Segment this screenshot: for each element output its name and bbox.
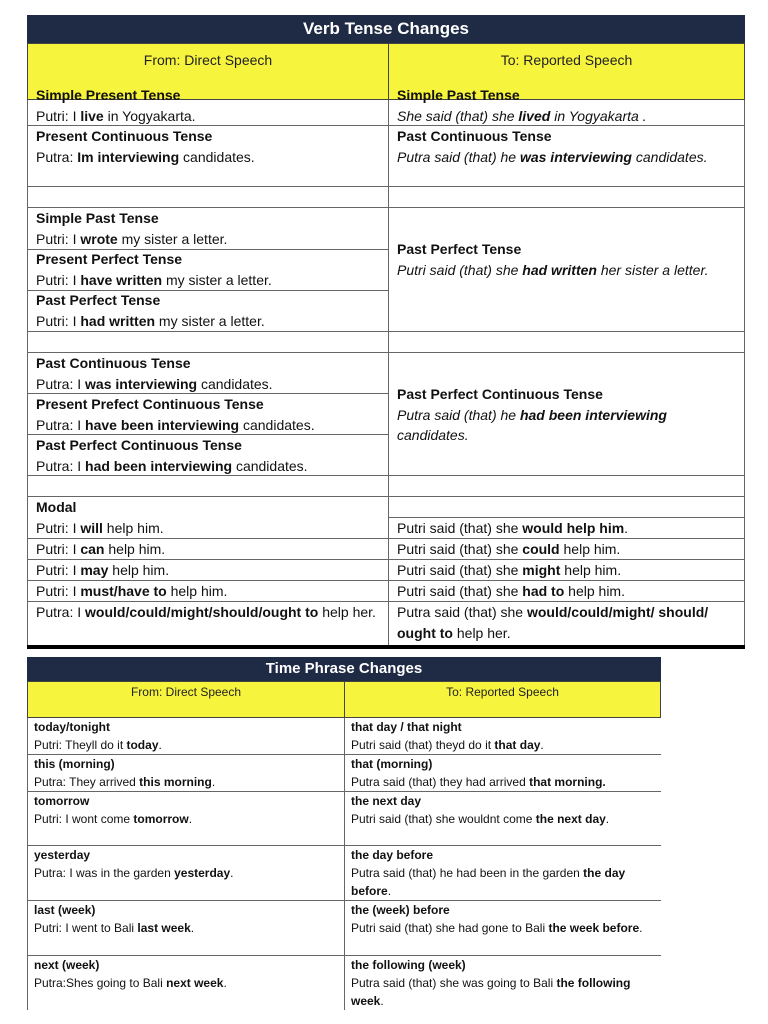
sentence-post: . [387,884,392,899]
time-phrase: the day before [351,866,626,899]
time-phrase: this morning [139,775,212,790]
sentence-pre: Putri said (that) she [397,583,523,599]
time-phrase: last week [137,921,191,936]
verb-tense-table [27,15,745,648]
sentence-rest: help him. [559,541,621,557]
sentence-pre: Putri said (that) she [397,520,523,536]
table-cell [34,901,339,937]
tense-heading: Simple Present Tense [36,87,181,103]
time-phrase: today [126,738,159,753]
table-cell [34,718,339,754]
time-phrase-heading: next (week) [34,958,100,972]
tense-heading: Simple Past Tense [397,87,520,103]
tense-heading: Past Perfect Tense [36,292,161,308]
direct-speech-label: Direct Speech [184,52,273,68]
time-phrase-heading: tomorrow [34,794,90,808]
sentence-rest: help him. [166,583,228,599]
speaker: Putri: I [36,583,81,599]
table-cell [351,755,656,791]
time-phrase-heading: today/tonight [34,720,110,734]
sentence-rest: help him. [104,541,166,557]
tense-heading: Past Perfect Tense [397,241,522,257]
time-phrase: yesterday [174,866,231,881]
sentence-post: . [223,976,227,991]
verb: could [522,541,560,557]
sentence-post: . [211,775,216,790]
sentence-pre: Putra said (that) he [397,406,520,423]
sentence-pre: Putri said (that) she [397,541,523,557]
time-phrase: the following week [351,976,631,1009]
tense-heading: Present Perfect Tense [36,251,183,267]
sentence-rest: help him. [564,583,625,599]
speaker: Putri: I [36,107,81,124]
time-phrase: tomorrow [133,812,189,827]
sentence-rest: help him. [102,520,164,536]
table-bottom-rule [27,645,745,649]
table-cell [351,792,641,828]
sentence-pre: Putra said (that) he [397,148,520,165]
time-phrase-heading: this (morning) [34,757,115,771]
time-phrase: the next day [535,812,606,827]
time-phrase-heading: yesterday [34,848,91,862]
sentence-pre: Putri: I wont come [34,812,134,827]
verb: can [80,541,105,557]
sentence-rest: candidates. [632,148,708,165]
verb: may [80,562,109,578]
tense-heading: Past Continuous Tense [36,355,191,371]
verb: will [80,520,103,536]
sentence-post: . [158,738,162,753]
time-phrase-table [27,657,661,1010]
reported-speech-header [344,681,661,718]
sentence-rest: candidates. [239,416,315,433]
sentence-rest: help him. [560,562,622,578]
time-phrase-heading: that day / that night [351,720,462,734]
sentence-rest: candidates. [232,457,308,474]
speaker: Putra: [36,148,78,165]
speaker: Putra: I [36,375,86,392]
verb: had written [522,261,597,278]
time-table-title: Time Phrase Changes [27,657,661,681]
modal-heading: Modal [36,499,77,515]
table-cell [36,497,386,623]
sentence-pre: Putri said (that) she wouldnt come [351,812,536,827]
verb: would/could/might/should/ought to [85,604,319,620]
sentence-post: . [380,994,384,1009]
sentence-post: . [605,812,610,827]
sentence-pre: Putri: I went to Bali [34,921,138,936]
reported-speech-label: Reported Speech [523,52,633,68]
sentence-rest: my sister a letter. [155,312,265,329]
speaker: Putri: I [36,271,81,288]
direct-speech-label: Direct Speech [165,685,242,699]
direct-speech-header [27,681,345,718]
speaker: Putri: I [36,562,81,578]
table-cell [351,846,656,901]
verb: had to [522,583,565,599]
tense-heading: Present Continuous Tense [36,128,213,144]
sentence-post: . [639,921,643,936]
speaker: Putri: I [36,541,81,557]
time-phrase-heading: the next day [351,794,422,808]
sentence-pre: Putra: They arrived [34,775,140,790]
sentence-pre: Putra said (that) they had arrived [351,775,530,790]
verb: must/have to [80,583,167,599]
to-label: To: [500,52,520,68]
sentence-rest: in Yogyakarta . [550,107,647,124]
sentence-pre: Putra said (that) she [397,604,527,620]
tense-heading: Simple Past Tense [36,210,159,226]
sentence-pre: Putra said (that) he had been in the garden [351,866,584,881]
table-cell [351,901,656,937]
table-cell [34,755,339,791]
sentence-post: . [188,812,193,827]
time-phrase-heading: last (week) [34,903,96,917]
table-cell [397,384,737,446]
sentence-rest: in Yogyakarta. [103,107,196,124]
time-phrase: that day [494,738,541,753]
sentence-rest: help her. [318,604,376,620]
sentence-rest: my sister a letter. [117,230,228,247]
table-cell [36,353,386,476]
sentence-post: . [230,866,234,881]
verb: had written [80,312,156,329]
verb: was interviewing [85,375,198,392]
to-label: To: [446,685,463,699]
verb: wrote [80,230,118,247]
tense-heading: Past Perfect Continuous Tense [397,386,603,402]
tense-heading: Present Prefect Continuous Tense [36,396,264,412]
speaker: Putri: I [36,230,81,247]
verb-table-title: Verb Tense Changes [27,15,745,43]
sentence-pre: Putri said (that) she [397,261,523,278]
table-cell [34,956,339,992]
verb: would help him [522,520,625,536]
verb: lived [518,107,551,124]
sentence-rest: candidates. [179,148,255,165]
time-phrase: next week [166,976,224,991]
speaker: Putra: I [36,604,86,620]
tense-heading: Past Continuous Tense [397,128,552,144]
table-cell [36,208,386,331]
verb: Im interviewing [77,148,180,165]
speaker: Putra: I [36,457,86,474]
time-phrase-heading: that (morning) [351,757,433,771]
verb: had been interviewing [85,457,233,474]
time-phrase-heading: the (week) before [351,903,450,917]
verb: would/could/might/ should/ ought to [397,604,709,641]
table-cell [34,792,339,828]
sentence-post: . [540,738,544,753]
verb: had been interviewing [519,406,667,423]
verb: might [522,562,561,578]
sentence-rest: candidates. [397,427,469,443]
time-phrase: the week before [548,921,640,936]
table-cell [397,239,717,280]
sentence-rest: . [624,520,629,536]
time-phrase: that morning. [529,775,606,790]
tense-heading: Past Perfect Continuous Tense [36,437,242,453]
sentence-rest: candidates. [197,375,273,392]
sentence-post: . [190,921,195,936]
verb: have written [80,271,163,288]
table-cell [397,518,727,644]
reported-speech-label: Reported Speech [465,685,559,699]
table-cell [351,718,656,754]
from-label: From: [143,52,181,68]
sentence-rest: help her. [452,625,511,641]
sentence-pre: Putri: Theyll do it [34,738,127,753]
from-label: From: [130,685,163,699]
sentence-pre: Putri said (that) she [397,562,523,578]
sentence-pre: Putri said (that) theyd do it [351,738,495,753]
verb: have been interviewing [85,416,240,433]
sentence-rest: her sister a letter. [596,261,709,278]
table-cell [36,85,386,167]
time-phrase-heading: the day before [351,848,434,862]
verb: was interviewing [519,148,632,165]
sentence-pre: Putra: I was in the garden [34,866,175,881]
table-cell [351,956,656,1011]
verb: live [80,107,104,124]
sentence-rest: help him. [108,562,170,578]
table-cell [34,846,339,882]
sentence-pre: Putri said (that) she had gone to Bali [351,921,549,936]
sentence-pre: She said (that) she [397,107,519,124]
table-cell [397,85,740,167]
speaker: Putri: I [36,520,81,536]
time-phrase-heading: the following (week) [351,958,466,972]
speaker: Putra: I [36,416,86,433]
speaker: Putri: I [36,312,81,329]
sentence-rest: my sister a letter. [162,271,272,288]
sentence-pre: Putra:Shes going to Bali [34,976,167,991]
sentence-pre: Putra said (that) she was going to Bali [351,976,557,991]
